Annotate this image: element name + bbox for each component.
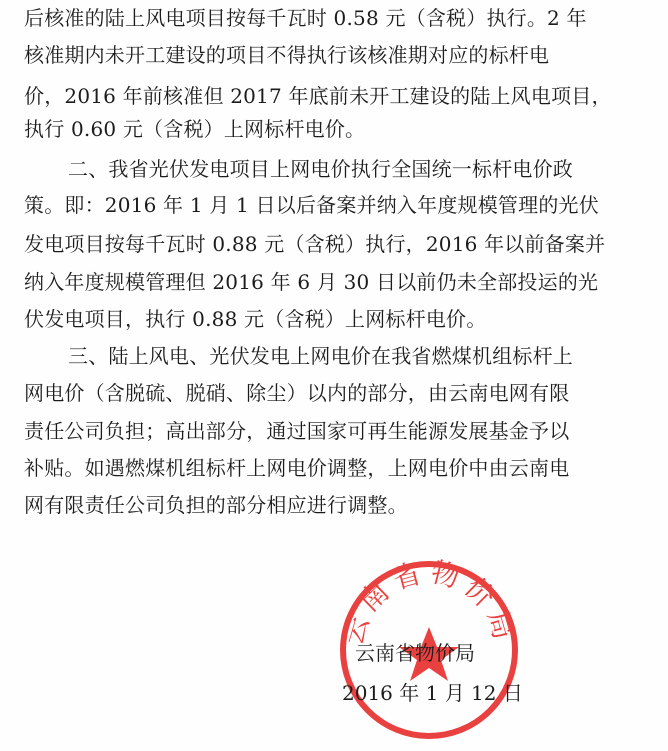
body-line-5: 二、我省光伏发电项目上网电价执行全国统一标杆电价政	[68, 157, 573, 181]
body-line-2: 核准期内未开工建设的项目不得执行该核准期对应的标杆电	[24, 43, 550, 67]
body-line-8: 纳入年度规模管理但 2016 年 6 月 30 日以前仍未全部投运的光	[24, 270, 599, 294]
body-line-14: 网有限责任公司负担的部分相应进行调整。	[24, 493, 408, 517]
body-line-4: 执行 0.60 元（含税）上网标杆电价。	[24, 117, 366, 141]
body-line-6: 策。即：2016 年 1 月 1 日以后备案并纳入年度规模管理的光伏	[24, 193, 599, 217]
body-line-13: 补贴。如遇燃煤机组标杆上网电价调整，上网电价中由云南电	[24, 456, 570, 480]
body-line-7: 发电项目按每千瓦时 0.88 元（含税）执行，2016 年以前备案并	[24, 232, 606, 256]
body-line-12: 责任公司负担；高出部分，通过国家可再生能源发展基金予以	[24, 419, 570, 443]
issuer-name: 云南省物价局	[355, 641, 475, 665]
issue-date: 2016 年 1 月 12 日	[342, 681, 523, 705]
body-line-3: 价，2016 年前核准但 2017 年底前未开工建设的陆上风电项目，	[24, 84, 612, 108]
body-line-10: 三、陆上风电、光伏发电上网电价在我省燃煤机组标杆上	[68, 344, 573, 368]
seal-text: 云南省物价局	[335, 555, 523, 649]
body-line-11: 网电价（含脱硫、脱硝、除尘）以内的部分，由云南电网有限	[24, 381, 570, 405]
body-line-9: 伏发电项目，执行 0.88 元（含税）上网标杆电价。	[24, 307, 487, 331]
body-line-1: 后核准的陆上风电项目按每千瓦时 0.58 元（含税）执行。2 年	[24, 6, 587, 30]
